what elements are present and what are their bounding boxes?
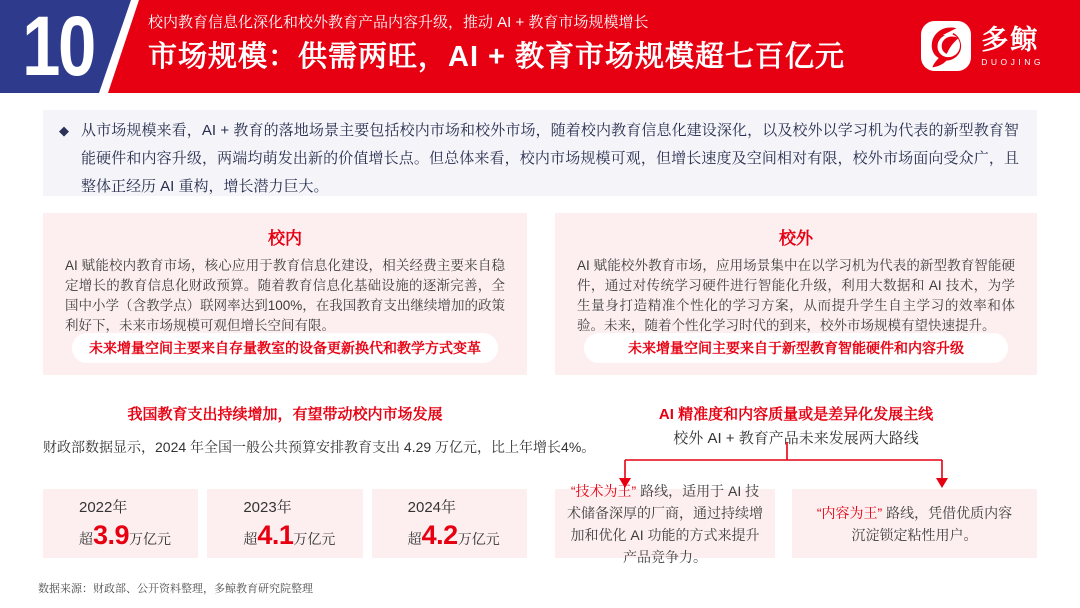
stat-card-2022 — [43, 489, 198, 558]
whale-logo-icon — [921, 21, 971, 71]
stat-value: 4.1 — [257, 520, 294, 550]
diamond-bullet-icon: ◆ — [59, 123, 69, 138]
left-section-headline: 我国教育支出持续增加，有望带动校内市场发展 — [127, 406, 443, 423]
stat-unit: 万亿元 — [293, 531, 336, 547]
stat-prefix: 超 — [407, 531, 422, 547]
route-card-technology — [555, 482, 775, 565]
brand-text — [981, 25, 1044, 67]
panel-title-inside: 校内 — [268, 229, 302, 248]
brand-name: 多鲸 — [981, 25, 1040, 55]
panel-campus-outside — [555, 213, 1037, 375]
right-section-subline: 校外 AI + 教育产品未来发展两大路线 — [673, 430, 919, 447]
route-card-content — [792, 489, 1037, 558]
page-title: 市场规模：供需两旺，AI + 教育市场规模超七百亿元 — [148, 41, 846, 73]
highlight-pill-outside: 未来增量空间主要来自于新型教育智能硬件和内容升级 — [584, 333, 1008, 363]
stat-value-line — [243, 520, 362, 550]
route-text-technology — [567, 480, 763, 568]
route-text-content — [810, 502, 1019, 546]
stat-card-2023 — [207, 489, 362, 558]
route-rest: 路线，适用于 AI 技术储备深厚的厂商，通过持续增加和优化 AI 功能的方式来提升产品竞争力。 — [567, 482, 763, 565]
panel-body-outside: AI 赋能校外教育市场，应用场景集中在以学习机为代表的新型教育智能硬件，通过对传统学习硬件进行智能化升级，利用大数据和 AI 技术，为学生量身打造精准个性化的学习方案，从而提升学生自主学习的效率和体验。未来，随着个性化学习时代的到来，校外市场规模有望快速提升。 — [577, 258, 1015, 333]
panel-campus-inside — [43, 213, 527, 375]
panel-body-inside: AI 赋能校内教育市场，核心应用于教育信息化建设，相关经费主要来自稳定增长的教育信息化财政预算。随着教育信息化基础设施的逐渐完善，全国中小学（含教学点）联网率达到100%，在我国教育支出继续增加的政策利好下，未来市场规模可观但增长空间有限。 — [65, 258, 505, 333]
stat-prefix: 超 — [79, 531, 93, 547]
page-number: 10 — [22, 0, 94, 93]
brand-latin: DUOJING — [981, 57, 1044, 67]
route-rest: 路线，凭借优质内容沉淀锁定粘性用户。 — [851, 504, 1013, 543]
stat-year: 2023年 — [243, 499, 292, 516]
stat-value-line — [79, 520, 198, 550]
header-subtitle: 校内教育信息化深化和校外教育产品内容升级，推动 AI + 教育市场规模增长 — [148, 14, 649, 31]
stat-value: 3.9 — [93, 520, 130, 550]
panel-title-outside: 校外 — [779, 229, 813, 248]
stat-unit: 万亿元 — [129, 531, 172, 547]
stat-value-line — [408, 520, 527, 550]
route-highlight: “内容为王” — [816, 504, 883, 521]
stat-value: 4.2 — [421, 520, 458, 550]
spending-stats-row — [43, 489, 527, 558]
stat-card-2024 — [372, 489, 527, 558]
header-text-block — [148, 12, 845, 75]
stat-unit: 万亿元 — [457, 531, 500, 547]
route-highlight: “技术为王” — [570, 482, 637, 499]
stat-year: 2022年 — [79, 499, 128, 516]
stat-prefix: 超 — [243, 531, 258, 547]
left-section-body: 财政部数据显示，2024 年全国一般公共预算安排教育支出 4.29 万亿元，比上年增长4%。 — [43, 439, 596, 455]
footer-source: 数据来源：财政部、公开资料整理，多鲸教育研究院整理 — [38, 583, 313, 595]
stat-year: 2024年 — [407, 499, 457, 516]
right-section-headline: AI 精准度和内容质量或是差异化发展主线 — [658, 406, 934, 423]
intro-callout — [43, 110, 1037, 196]
brand-logo — [921, 21, 1044, 71]
highlight-pill-inside: 未来增量空间主要来自存量教室的设备更新换代和教学方式变革 — [72, 333, 498, 363]
intro-text: 从市场规模来看，AI + 教育的落地场景主要包括校内市场和校外市场，随着校内教育信息化建设深化，以及校外以学习机为代表的新型教育智能硬件和内容升级，两端均萌发出新的价值增长点。但总体来看，校内市场规模可观，但增长速度及空间相对有限，校外市场面向受众广，且整体正经历 AI 重构，增长潜力巨大。 — [81, 122, 1019, 195]
